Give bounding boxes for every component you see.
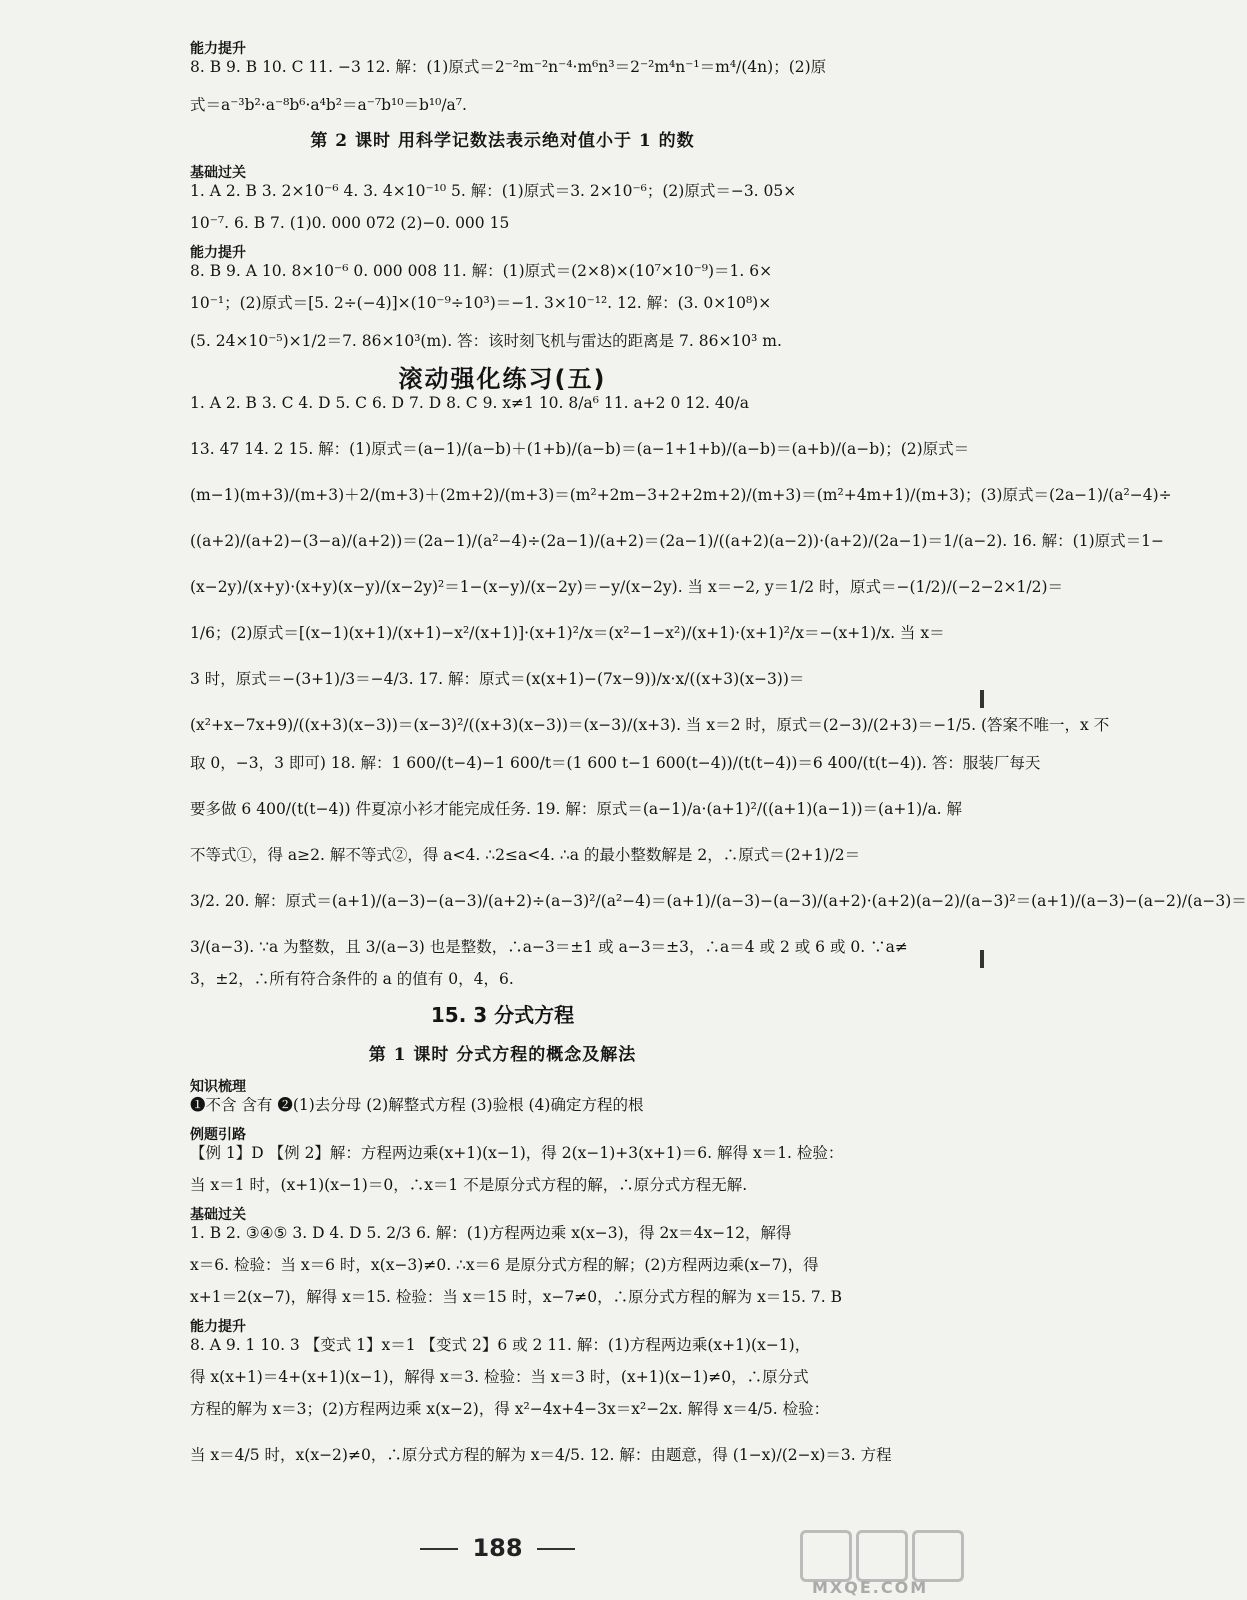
answer-line: 1. B 2. ③④⑤ 3. D 4. D 5. 2/3 6. 解：(1)方程两边乘 x(x−3)，得 2x＝4x−12，解得 bbox=[190, 1224, 792, 1242]
answer-line: 得 x(x+1)＝4+(x+1)(x−1)，解得 x＝3. 检验：当 x＝3 时，(x+1)(x−1)≠0，∴原分式 bbox=[190, 1368, 809, 1386]
answer-line: 1. A 2. B 3. 2×10⁻⁶ 4. 3. 4×10⁻¹⁰ 5. 解：(1)原式＝3. 2×10⁻⁶；(2)原式＝−3. 05× bbox=[190, 182, 797, 200]
answer-line: (5. 24×10⁻⁵)×1/2＝7. 86×10³(m). 答：该时刻飞机与雷达的距离是 7. 86×10³ m. bbox=[190, 332, 782, 350]
answer-line: 1. A 2. B 3. C 4. D 5. C 6. D 7. D 8. C 9. x≠1 10. 8/a⁶ 11. a+2 0 12. 40/a bbox=[190, 394, 750, 412]
answer-line: 要多做 6 400/(t(t−4)) 件夏凉小衫才能完成任务. 19. 解：原式＝(a−1)/a·(a+1)²/((a+1)(a−1))＝(a+1)/a. 解 bbox=[190, 800, 963, 818]
answer-line: x＝6. 检验：当 x＝6 时，x(x−3)≠0. ∴x＝6 是原分式方程的解；(2)方程两边乘(x−7)，得 bbox=[190, 1256, 819, 1274]
watermark-logo bbox=[800, 1530, 980, 1597]
section-heading: 能力提升 bbox=[190, 1319, 246, 1335]
watermark-box-icon bbox=[912, 1530, 964, 1582]
answer-page bbox=[190, 40, 1247, 1464]
section-heading: 能力提升 bbox=[190, 41, 246, 57]
answer-line: 3 时，原式＝−(3+1)/3＝−4/3. 17. 解：原式＝(x(x+1)−(7x−9))/x·x/((x+3)(x−3))＝ bbox=[190, 670, 805, 688]
watermark-box-icon bbox=[856, 1530, 908, 1582]
answer-line: ❶不含 含有 ❷(1)去分母 (2)解整式方程 (3)验根 (4)确定方程的根 bbox=[190, 1096, 644, 1114]
answer-line: 3/(a−3). ∵a 为整数，且 3/(a−3) 也是整数，∴a−3＝±1 或 a−3＝±3，∴a＝4 或 2 或 6 或 0. ∵a≠ bbox=[190, 938, 908, 956]
section-heading: 知识梳理 bbox=[190, 1079, 246, 1095]
answer-line: (x²+x−7x+9)/((x+3)(x−3))＝(x−3)²/((x+3)(x−3))＝(x−3)/(x+3). 当 x＝2 时，原式＝(2−3)/(2+3)＝−1/5. (答案不唯一，x 不 bbox=[190, 716, 1110, 734]
answer-line: 3，±2，∴所有符合条件的 a 的值有 0，4，6. bbox=[190, 970, 514, 988]
section-heading: 例题引路 bbox=[190, 1127, 246, 1143]
answer-line: 当 x＝1 时，(x+1)(x−1)＝0，∴x＝1 不是原分式方程的解，∴原分式方程无解. bbox=[190, 1176, 748, 1194]
answer-line: 方程的解为 x＝3；(2)方程两边乘 x(x−2)，得 x²−4x+4−3x＝x²−2x. 解得 x＝4/5. 检验： bbox=[190, 1400, 830, 1418]
title-heading: 第 1 课时 分式方程的概念及解法 bbox=[368, 1045, 637, 1065]
answer-line: 当 x＝4/5 时，x(x−2)≠0，∴原分式方程的解为 x＝4/5. 12. 解：由题意，得 (1−x)/(2−x)＝3. 方程 bbox=[190, 1446, 892, 1464]
answer-line: 1/6；(2)原式＝[(x−1)(x+1)/(x+1)−x²/(x+1)]·(x+1)²/x＝(x²−1−x²)/(x+1)·(x+1)²/x＝−(x+1)/x. 当 x＝ bbox=[190, 624, 945, 642]
answer-line: 8. B 9. B 10. C 11. −3 12. 解：(1)原式＝2⁻²m⁻²n⁻⁴·m⁶n³＝2⁻²m⁴n⁻¹＝m⁴/(4n)；(2)原 bbox=[190, 58, 827, 76]
answer-line: 3/2. 20. 解：原式＝(a+1)/(a−3)−(a−3)/(a+2)÷(a−3)²/(a²−4)＝(a+1)/(a−3)−(a−3)/(a+2)·(a+2)(a−2)/(a−3)²＝(a+1)/(a−3)−(a−2)/(a−3)＝ bbox=[190, 892, 1247, 910]
answer-line: 8. B 9. A 10. 8×10⁻⁶ 0. 000 008 11. 解：(1)原式＝(2×8)×(10⁷×10⁻⁹)＝1. 6× bbox=[190, 262, 773, 280]
title-heading: 滚动强化练习(五) bbox=[398, 365, 607, 393]
answer-line: (x−2y)/(x+y)·(x+y)(x−y)/(x−2y)²＝1−(x−y)/(x−2y)＝−y/(x−2y). 当 x＝−2, y＝1/2 时，原式＝−(1/2)/(−2−2×1/2)＝ bbox=[190, 578, 1064, 596]
title-heading: 第 2 课时 用科学记数法表示绝对值小于 1 的数 bbox=[310, 131, 695, 151]
dash-right bbox=[537, 1548, 575, 1550]
answer-line: 取 0，−3，3 即可) 18. 解：1 600/(t−4)−1 600/t＝(1 600 t−1 600(t−4))/(t(t−4))＝6 400/(t(t−4)). 答：服装厂每天 bbox=[190, 754, 1041, 772]
section-heading: 基础过关 bbox=[190, 165, 246, 181]
answer-line: x+1＝2(x−7)，解得 x＝15. 检验：当 x＝15 时，x−7≠0，∴原分式方程的解为 x＝15. 7. B bbox=[190, 1288, 842, 1306]
section-heading: 能力提升 bbox=[190, 245, 246, 261]
section-heading: 基础过关 bbox=[190, 1207, 246, 1223]
page-number: 188 bbox=[472, 1534, 523, 1562]
answer-line: (m−1)(m+3)/(m+3)＋2/(m+3)＋(2m+2)/(m+3)＝(m²+2m−3+2+2m+2)/(m+3)＝(m²+4m+1)/(m+3)；(3)原式＝(2a−1)/(a²−4)÷ bbox=[190, 486, 1172, 504]
watermark-box-icon bbox=[800, 1530, 852, 1582]
page-edge-mark bbox=[980, 690, 984, 708]
answer-line: 【例 1】D 【例 2】解：方程两边乘(x+1)(x−1)，得 2(x−1)+3(x+1)＝6. 解得 x＝1. 检验： bbox=[190, 1144, 844, 1162]
answer-line: 13. 47 14. 2 15. 解：(1)原式＝(a−1)/(a−b)＋(1+b)/(a−b)＝(a−1+1+b)/(a−b)＝(a+b)/(a−b)；(2)原式＝ bbox=[190, 440, 970, 458]
answer-line: 10⁻⁷. 6. B 7. (1)0. 000 072 (2)−0. 000 15 bbox=[190, 214, 510, 232]
answer-line: 不等式①，得 a≥2. 解不等式②，得 a<4. ∴2≤a<4. ∴a 的最小整数解是 2，∴原式＝(2+1)/2＝ bbox=[190, 846, 861, 864]
answer-line: ((a+2)/(a+2)−(3−a)/(a+2))＝(2a−1)/(a²−4)÷(2a−1)/(a+2)＝(2a−1)/((a+2)(a−2))·(a+2)/(2a−1)＝1/(a−2). 16. 解：(1)原式＝1− bbox=[190, 532, 1164, 550]
answer-line: 8. A 9. 1 10. 3 【变式 1】x＝1 【变式 2】6 或 2 11. 解：(1)方程两边乘(x+1)(x−1)， bbox=[190, 1336, 811, 1354]
page-edge-mark bbox=[980, 950, 984, 968]
dash-left bbox=[420, 1548, 458, 1550]
answer-line: 式＝a⁻³b²·a⁻⁸b⁶·a⁴b²＝a⁻⁷b¹⁰＝b¹⁰/a⁷. bbox=[190, 96, 467, 114]
answer-line: 10⁻¹；(2)原式＝[5. 2÷(−4)]×(10⁻⁹÷10³)＝−1. 3×10⁻¹². 12. 解：(3. 0×10⁸)× bbox=[190, 294, 772, 312]
title-heading: 15. 3 分式方程 bbox=[430, 1003, 575, 1027]
watermark-text: MXQE.COM bbox=[812, 1578, 929, 1597]
